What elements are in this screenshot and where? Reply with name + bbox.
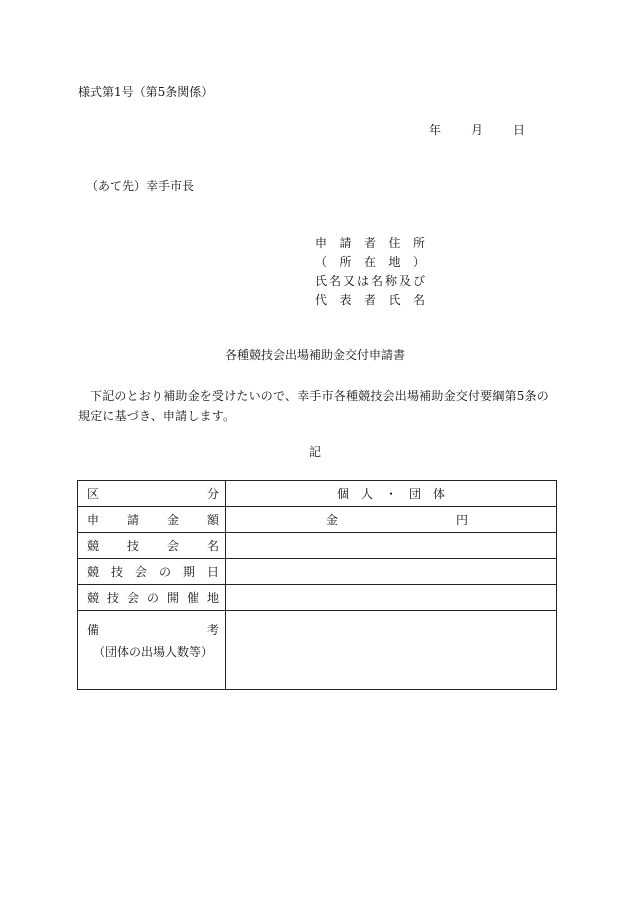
- label-category: 区分: [78, 481, 226, 507]
- applicant-name-label: 氏名又は名称及び: [315, 274, 425, 288]
- table-row: [78, 507, 557, 533]
- applicant-block: [315, 237, 425, 313]
- remarks-label: 備考: [87, 623, 219, 637]
- category-options: 個 人 ・ 団 体: [336, 486, 445, 501]
- ki-heading: 記: [308, 445, 321, 459]
- application-table: [77, 480, 557, 690]
- document-title: 各種競技会出場補助金交付申請書: [224, 348, 405, 362]
- value-category[interactable]: [226, 481, 557, 507]
- label-remarks: [78, 611, 226, 690]
- applicant-location-label: （所在地）: [315, 255, 425, 269]
- table-row: [78, 533, 557, 559]
- date-month-label: 月: [470, 123, 483, 137]
- label-competition-venue: 競技会の開催地: [78, 585, 226, 611]
- value-amount[interactable]: [226, 507, 557, 533]
- date-line: [429, 124, 525, 136]
- date-year-label: 年: [428, 123, 441, 137]
- value-competition-venue[interactable]: [226, 585, 557, 611]
- table-row: [78, 585, 557, 611]
- table-row: [78, 611, 557, 690]
- addressee: （あて先）幸手市長: [86, 179, 195, 193]
- table-row: [78, 559, 557, 585]
- form-number: 様式第1号（第5条関係）: [78, 85, 214, 99]
- label-competition-name: 競技会名: [78, 533, 226, 559]
- remarks-sublabel: （団体の出場人数等）: [92, 645, 213, 659]
- value-competition-date[interactable]: [226, 559, 557, 585]
- applicant-address-label: 申請者住所: [315, 236, 425, 250]
- label-competition-date: 競技会の期日: [78, 559, 226, 585]
- date-day-label: 日: [512, 123, 525, 137]
- table-row: [78, 481, 557, 507]
- label-amount: 申請金額: [78, 507, 226, 533]
- value-competition-name[interactable]: [226, 533, 557, 559]
- body-text: 下記のとおり補助金を受けたいので、幸手市各種競技会出場補助金交付要綱第5条の規定に基づき、申請します。: [78, 389, 549, 423]
- applicant-representative-label: 代表者氏名: [315, 293, 425, 307]
- amount-prefix: 金: [326, 513, 339, 527]
- amount-suffix: 円: [456, 513, 469, 527]
- value-remarks[interactable]: [226, 611, 557, 690]
